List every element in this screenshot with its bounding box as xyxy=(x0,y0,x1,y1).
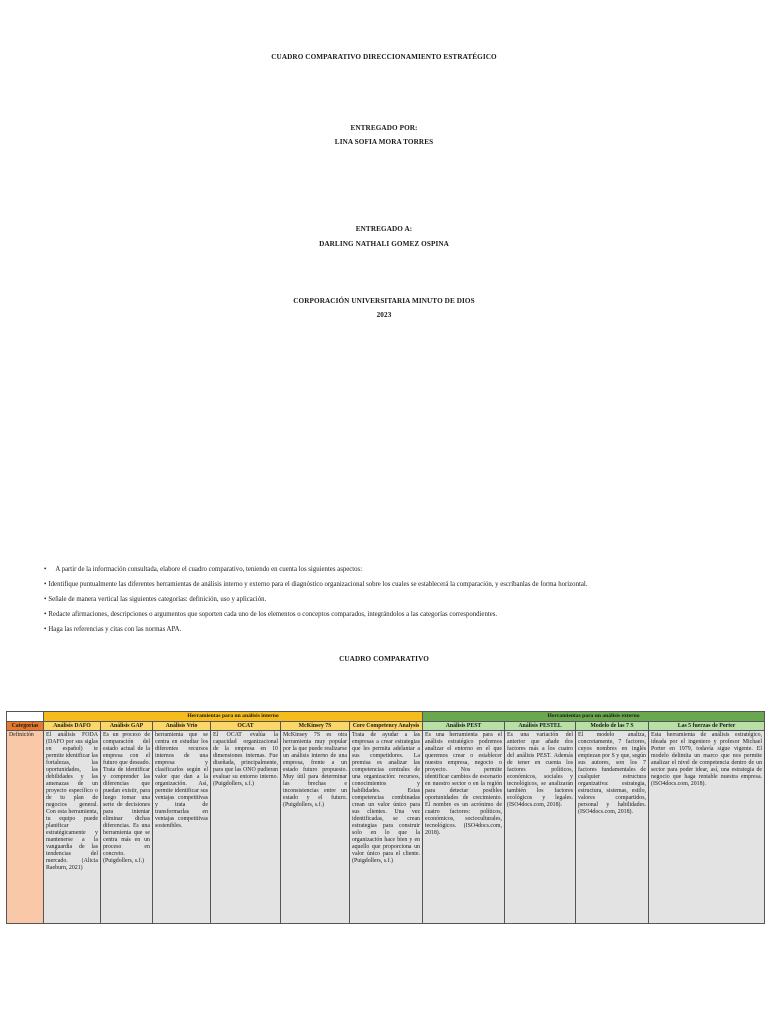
delivered-to-name: DARLING NATHALI GOMEZ OSPINA xyxy=(319,240,449,248)
column-header: Análisis Vrio xyxy=(153,721,211,731)
section-title: CUADRO COMPARATIVO xyxy=(339,655,429,663)
definition-cell: Es un proceso de comparación del estado actual de la empresa con el futuro que deseado. Trata de identificar y comprender las diferencias que puedan existir, para luego tomar una serie de decisiones para intentar eliminar dichas diferencias. Es una herramienta que se centra más en un proceso en concreto. (Puigdollers, s.f.) xyxy=(101,731,153,924)
instruction-item: • A partir de la información consultada, elabore el cuadro comparativo, teniendo en cuenta los siguientes aspectos: xyxy=(44,566,363,573)
comparison-table xyxy=(6,711,765,924)
definition-cell: McKinsey 7S es otra herramienta muy popular por la que puede realizarse un análisis interno de una empresa, frente a un estado futuro propuesto. Muy útil para determinar las brechas e inconsistencias entre un estado y el futuro. (Puigdollers, s.f.) xyxy=(281,731,350,924)
bullet-icon: • xyxy=(44,626,47,633)
column-header: Análisis DAFO xyxy=(44,721,101,731)
delivered-by-name: LINA SOFIA MORA TORRES xyxy=(334,138,434,146)
column-header: Análisis GAP xyxy=(101,721,153,731)
definition-row xyxy=(7,731,765,924)
column-header: Modelo de las 7 S xyxy=(576,721,649,731)
definition-cell: El OCAT evalúa la capacidad organizacional de la empresa en 10 dimensiones internas. Fue diseñada, principalmente, para que las ONO pudieran evaluar su entorno interno. (Puigdollers, s.f.) xyxy=(211,731,281,924)
delivered-by-label: ENTREGADO POR: xyxy=(350,124,418,132)
column-header: McKinsey 7S xyxy=(281,721,350,731)
instructions-list xyxy=(44,562,744,637)
institution-name: CORPORACIÓN UNIVERSITARIA MINUTO DE DIOS xyxy=(293,297,475,305)
year: 2023 xyxy=(376,311,392,319)
definition-cell: Es una herramienta para el análisis estratégico podremos analizar el entorno en el que queremos crear o establecer nuestra empresa, negocio o proyecto. Nos permite identificar cambios de escenario en nuestro sector o en la región para detectar posibles oportunidades de crecimiento. El nombre es un acrónimo de cuatro factores: políticos, económicos, socioculturales, tecnológicos. (ISO4docs.com, 2018). xyxy=(423,731,505,924)
definition-cell: Esta herramienta de análisis estratégico, ideada por el ingeniero y profesor Michael Porter en 1979, todavía sigue vigente. El modelo delimita un marco que nos permite analizar el nivel de competencia dentro de un sector para poder idear, así, una estrategia de negocio que haga rentable nuestra empresa. (ISO4docs.com, 2018). xyxy=(649,731,765,924)
column-header: Análisis PEST xyxy=(423,721,505,731)
bullet-icon: • xyxy=(44,611,47,618)
group-header-row xyxy=(7,712,765,722)
instruction-item: • Identifique puntualmente las diferentes herramientas de análisis interno y externo para el diagnóstico organizacional sobre los cuales se establecerá la comparación, y escríbanlas de forma horizontal. xyxy=(44,581,588,588)
bullet-icon: • xyxy=(44,566,47,573)
column-header: Core Competency Analysis xyxy=(350,721,423,731)
definition-cell: El análisis FODA (DAFO por sus siglas en español) te permite identificar las fortalezas, las oportunidades, las debilidades y las amenazas de un proyecto específico o de tu plan de negocios general. Con esta herramienta, tu equipo puede planificar estratégicamente y mantenerse a la vanguardia de las tendencias del mercado. (Alicia Raeburn, 2021) xyxy=(44,731,101,924)
column-header: Las 5 fuerzas de Porter xyxy=(649,721,765,731)
category-header: Categorías xyxy=(7,721,44,731)
definition-cell: Es una variación del anterior que añade dos factores más a los cuatro del análisis PEST. Además de tener en cuenta los factores políticos, económicos, sociales y tecnológicos, se analizarán también los factores ecológicos y legales. (ISO4docs.com, 2018). xyxy=(505,731,576,924)
blank-corner-cell xyxy=(7,712,44,722)
definition-cell: herramienta que se centra en estudiar los diferentes recursos internos de una empresa y clasificarlos según el valor que dan a la organización. Así, permite identificar sus ventajas competitivas y trata de transformarlas en ventajas competitivas sostenibles. xyxy=(153,731,211,924)
bullet-icon: • xyxy=(44,596,47,603)
bullet-icon: • xyxy=(44,581,47,588)
category-definition-cell: Definición xyxy=(7,731,44,924)
instruction-item: • Haga las referencias y citas con las normas APA. xyxy=(44,626,182,633)
instruction-item: • Redacte afirmaciones, descripciones o argumentos que soporten cada uno de los elementos o conceptos comparados, integrándolos a las categorías correspondientes. xyxy=(44,611,498,618)
delivered-to-label: ENTREGADO A: xyxy=(355,225,413,233)
definition-cell: El modelo analiza, concretamente, 7 factores, cuyos nombres en inglés empiezan por S y que, según sus autores, son los 7 factores fundamentales de cualquier estructura organizativa: estrategia, estructura, sistemas, estilo, valores compartidos, personal y habilidades. (ISO4docs.com, 2018). xyxy=(576,731,649,924)
column-header-row xyxy=(7,721,765,731)
column-header: Análisis PESTEL xyxy=(505,721,576,731)
document-title: CUADRO COMPARATIVO DIRECCIONAMIENTO ESTRATÉGICO xyxy=(271,53,497,61)
column-header: OCAT xyxy=(211,721,281,731)
definition-cell: Trata de ayudar a las empresas a crear estrategias que les permita adelantar a sus competidores. La premisa es analizar las competencias centrales de una organización: recursos, conocimientos y habilidades. Estas competencias combinadas crean un valor único para sus clientes. Una vez identificadas, se crean estrategias para construir solo en lo que la organización hace bien y en aquello que proporciona un valor único para el cliente. (Puigdollers, s.f.) xyxy=(350,731,423,924)
instruction-item: • Señale de manera vertical las siguientes categorías: definición, uso y aplicación. xyxy=(44,596,267,603)
internal-tools-header: Herramientas para un análisis interno xyxy=(44,712,423,722)
external-tools-header: Herramientas para un análisis externo xyxy=(423,712,765,722)
